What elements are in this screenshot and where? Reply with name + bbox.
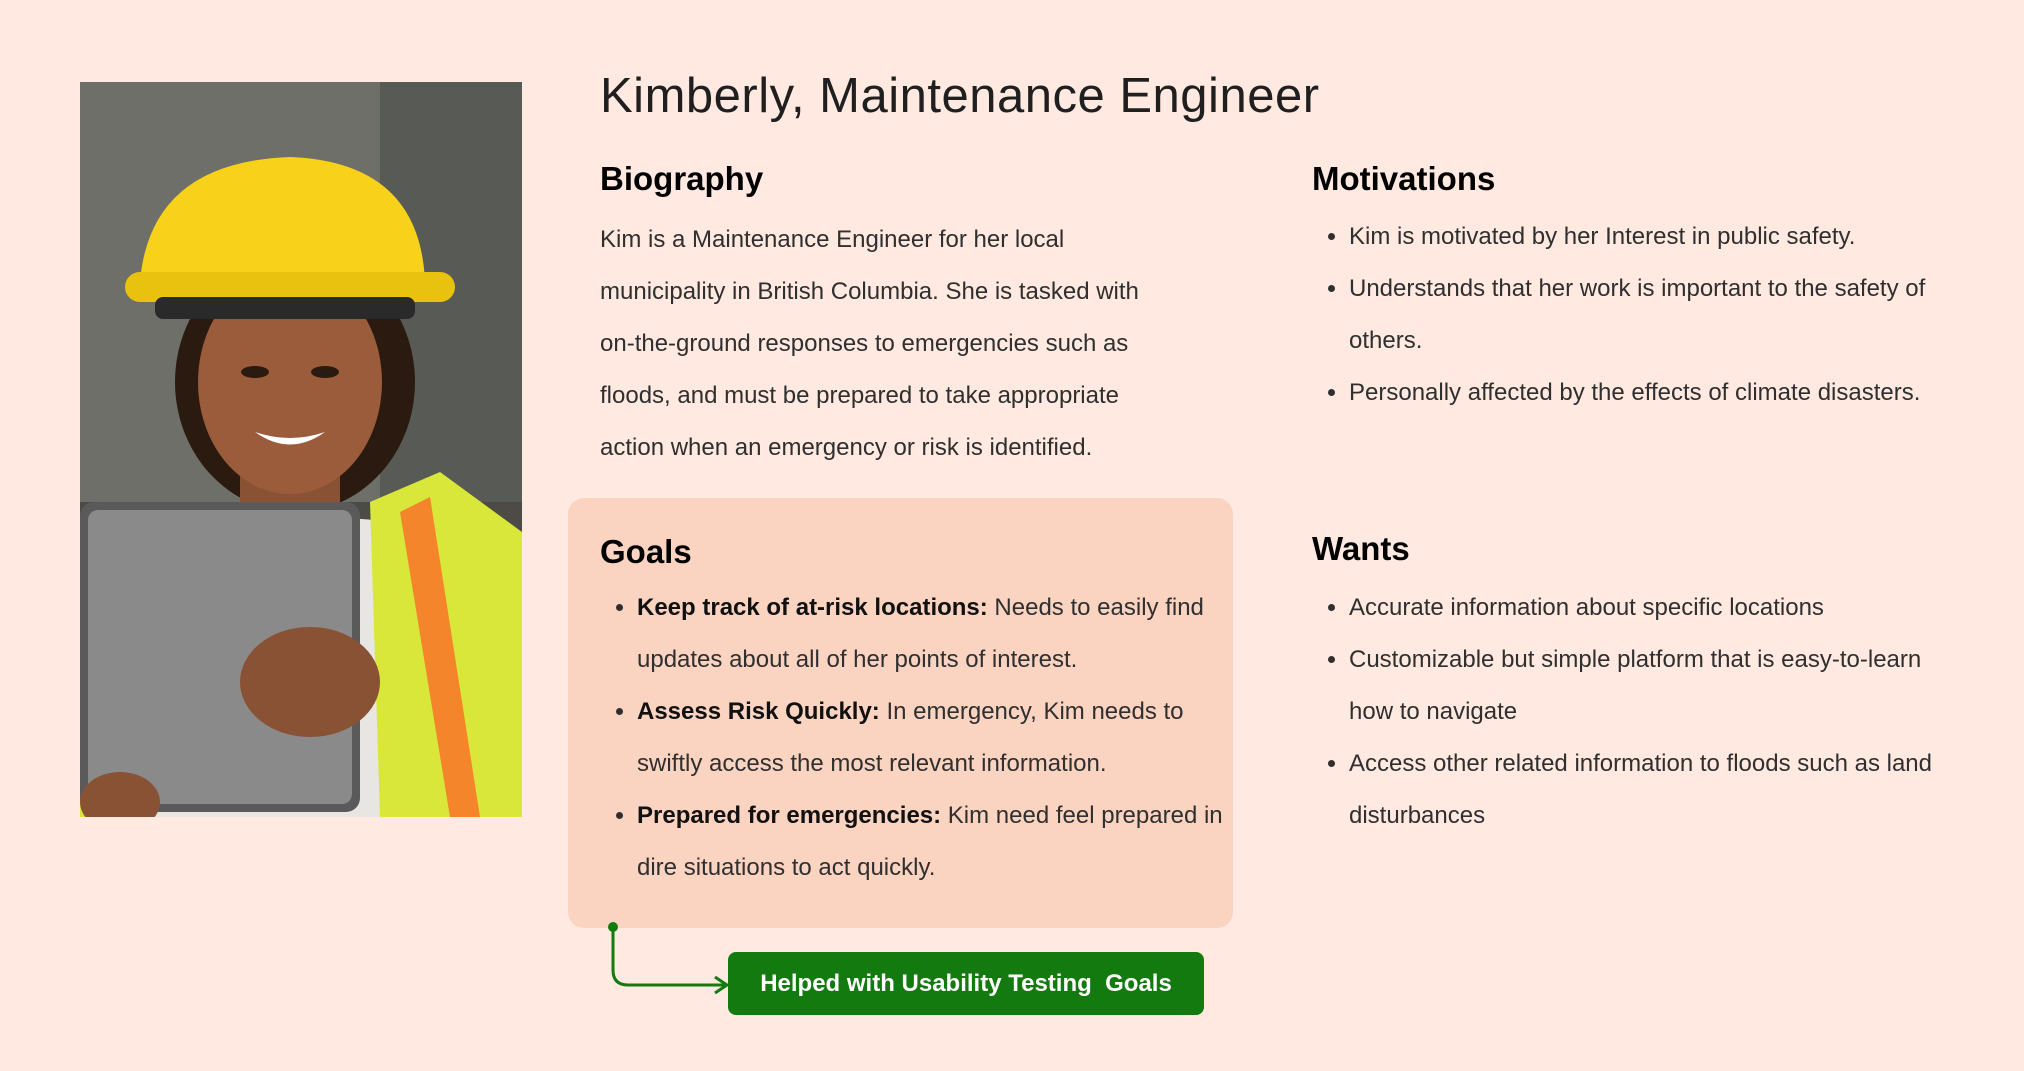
biography-line: action when an emergency or risk is identified. bbox=[600, 434, 1093, 461]
goal-item-title: Keep track of at-risk locations: bbox=[637, 594, 988, 621]
motivation-item: • Personally affected by the effects of climate disasters. bbox=[1349, 367, 1949, 419]
goal-item-text: Kim need feel prepared in dire situations to act quickly. bbox=[637, 802, 1223, 881]
engineer-with-tablet-illustration bbox=[80, 82, 522, 817]
biography-text bbox=[600, 214, 1200, 474]
motivation-item: • Kim is motivated by her Interest in public safety. bbox=[1349, 211, 1949, 263]
goal-item-text: In emergency, Kim needs to swiftly access the most relevant information. bbox=[637, 698, 1184, 777]
biography-line: on-the-ground responses to emergencies such as bbox=[600, 330, 1129, 357]
biography-line: municipality in British Columbia. She is tasked with bbox=[600, 278, 1139, 305]
goal-item-text: Needs to easily find updates about all of her points of interest. bbox=[637, 594, 1204, 673]
motivation-item: • Understands that her work is important to the safety of others. bbox=[1349, 263, 1949, 367]
wants-heading: Wants bbox=[1312, 530, 1410, 567]
want-item: • Customizable but simple platform that is easy-to-learn how to navigate bbox=[1349, 634, 1949, 738]
goal-item bbox=[637, 790, 1242, 894]
biography-line: Kim is a Maintenance Engineer for her local bbox=[600, 226, 1065, 253]
biography-heading: Biography bbox=[600, 160, 764, 197]
goal-item bbox=[637, 686, 1242, 790]
biography-line: floods, and must be prepared to take appropriate bbox=[600, 382, 1119, 409]
goal-item bbox=[637, 582, 1242, 686]
motivations-list bbox=[1312, 211, 1949, 419]
goals-heading: Goals bbox=[600, 533, 692, 570]
goals-list bbox=[600, 582, 1242, 894]
want-item: • Accurate information about specific locations bbox=[1349, 582, 1949, 634]
motivations-heading: Motivations bbox=[1312, 160, 1496, 197]
usability-testing-goals-button[interactable]: Helped with Usability Testing Goals bbox=[728, 952, 1204, 1015]
connector-arrow-icon bbox=[600, 915, 735, 995]
goal-item-title: Assess Risk Quickly: bbox=[637, 698, 880, 725]
want-item: • Access other related information to floods such as land disturbances bbox=[1349, 738, 1949, 842]
persona-title: Kimberly, Maintenance Engineer bbox=[600, 69, 1320, 123]
wants-list bbox=[1312, 582, 1949, 842]
persona-photo bbox=[80, 82, 522, 817]
goal-item-title: Prepared for emergencies: bbox=[637, 802, 942, 829]
